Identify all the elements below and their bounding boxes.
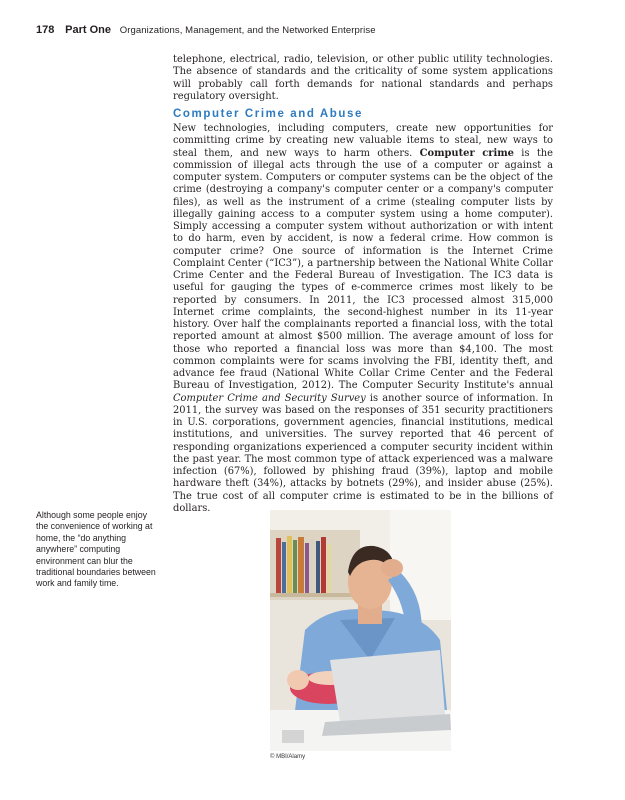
running-header	[36, 24, 376, 36]
section-computer-crime	[173, 108, 553, 515]
intro-paragraph: telephone, electrical, radio, television, or other public utility technologies. The absence of standards and the criticality of some system applications will probably call forth demands for national standards and perhaps regulatory oversight.	[173, 54, 553, 102]
part-title: Organizations, Management, and the Networked Enterprise	[119, 25, 376, 36]
figure-caption: Although some people enjoy the convenience of working at home, the “do anything anywhere” computing environment can blur the traditional boundaries between work and family time.	[36, 510, 156, 589]
key-term: Computer crime	[419, 147, 514, 159]
section-body-paragraph	[173, 123, 553, 515]
paragraph-text: New technologies, including computers, create new opportunities for committing crime by creating new valuable items to steal, new ways to steal them, and new ways to harm others.	[173, 123, 553, 159]
intro-block	[173, 54, 553, 103]
photo-credit: © MBI/Alamy	[270, 754, 306, 760]
section-heading: Computer Crime and Abuse	[173, 108, 364, 120]
paragraph-text: is the commission of illegal acts through the use of a computer or against a computer system. Computers or computer systems can be the object of the crime (destroying a company's computer center or a company's computer files), as well as the instrument of a crime (stealing computer lists by illegally gaining access to a computer system using a home computer). Simply accessing a computer system without authorization or with intent to do harm, even by accident, is now a federal crime. How common is computer crime? One source of information is the Internet Crime Complaint Center (“IC3”), a partnership between the National White Collar Crime Center and the Federal Bureau of Investigation. The IC3 data is useful for gauging the types of e-commerce crimes most likely to be reported by consumers. In 2011, the IC3 processed almost 315,000 Internet crime complaints, the second-highest number in its 11-year history. Over half the complainants reported a financial loss, with the total reported amount at almost $500 million. The average amount of loss for those who reported a financial loss was more than $4,100. The most common complaints were for scams involving the FBI, identity theft, and advance fee fraud (National White Collar Crime Center and the Federal Bureau of Investigation, 2012). The Computer Security Institute's annual	[173, 147, 553, 392]
photo-illustration	[270, 510, 451, 751]
figure-photo	[270, 510, 451, 751]
part-label: Part One	[65, 24, 111, 36]
page-number: 178	[36, 24, 55, 36]
survey-title: Computer Crime and Security Survey	[173, 392, 366, 404]
paragraph-text: is another source of information. In 2011, the survey was based on the responses of 351 security practitioners in U.S. corporations, government agencies, financial institutions, medical institutions, and universities. The survey reported that 46 percent of responding organizations experienced a computer security incident within the past year. The most common type of attack experienced was a malware infection (67%), followed by phishing fraud (39%), laptop and mobile hardware theft (34%), attacks by botnets (29%), and insider abuse (25%). The true cost of all computer crime is estimated to be in the billions of dollars.	[173, 392, 553, 514]
